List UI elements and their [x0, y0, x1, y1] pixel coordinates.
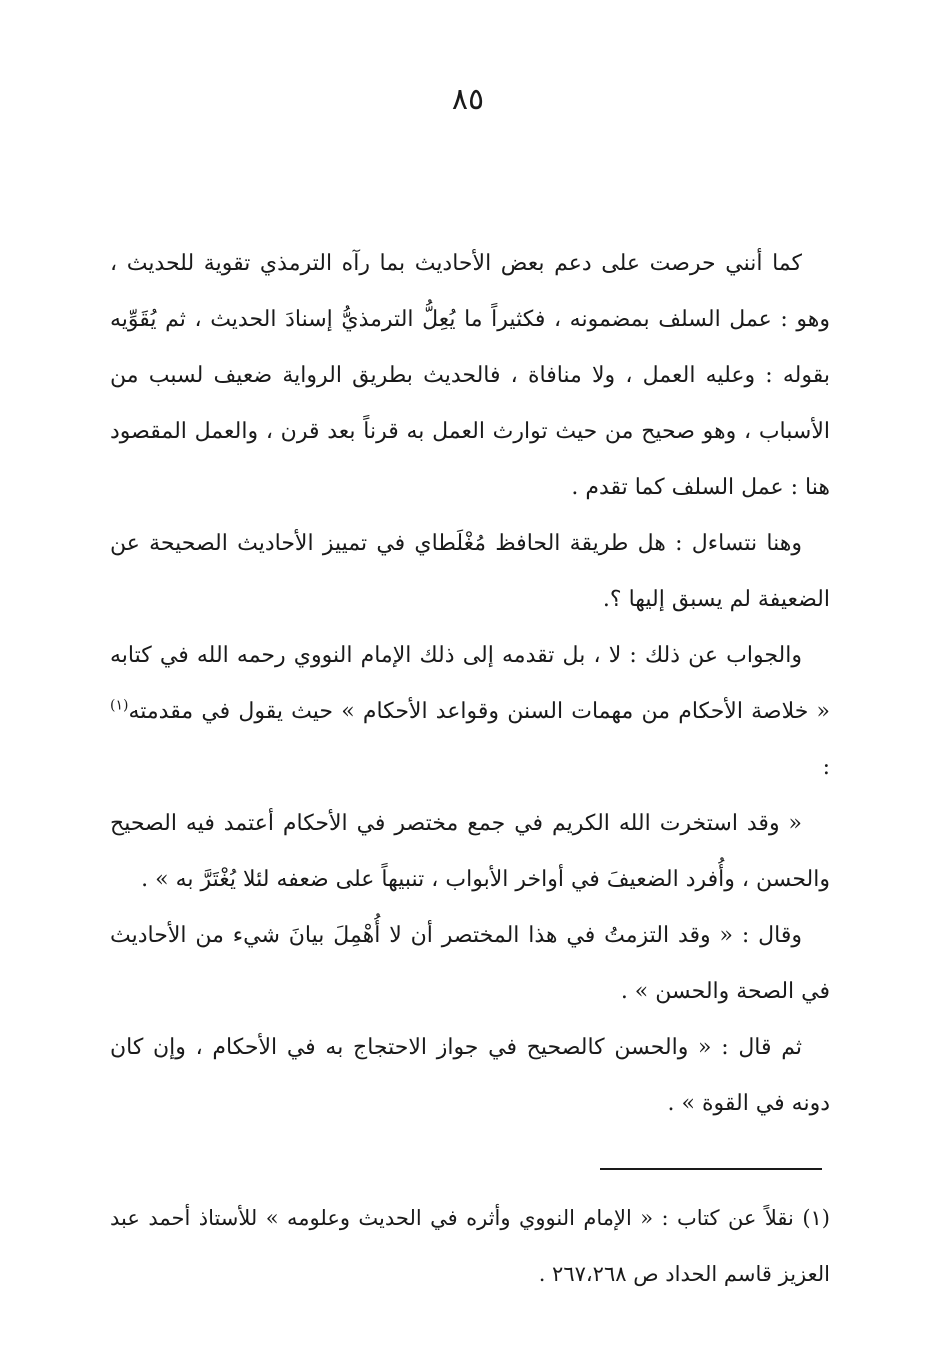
paragraph-3-text: والجواب عن ذلك : لا ، بل تقدمه إلى ذلك الإمام النووي رحمه الله في كتابه « خلاصة الأحكام من مهمات السنن وقواعد الأحكام » حيث يقول في مقدمته — [110, 643, 830, 724]
footnote-divider — [600, 1168, 822, 1170]
footnote — [110, 1190, 830, 1302]
quote-1: « وقد استخرت الله الكريم في جمع مختصر في الأحكام أعتمد فيه الصحيح والحسن ، وأُفرد الضعيفَ في أواخر الأبواب ، تنبيهاً على ضعفه لئلا يُغْتَرَّ به » . — [110, 811, 830, 892]
quote-2: وقال : « وقد التزمتُ في هذا المختصر أن لا أُهْمِلَ بيانَ شيء من الأحاديث في الصحة والحسن » . — [110, 923, 830, 1004]
paragraph-2: وهنا نتساءل : هل طريقة الحافظ مُغْلَطاي في تمييز الأحاديث الصحيحة عن الضعيفة لم يسبق إليها ؟. — [110, 531, 830, 612]
quote-3: ثم قال : « والحسن كالصحيح في جواز الاحتجاج به في الأحكام ، وإن كان دونه في القوة » . — [110, 1035, 830, 1116]
paragraph-3 — [110, 628, 830, 796]
page-number: ٨٥ — [451, 82, 485, 117]
footnote-reference: (١) — [110, 697, 129, 714]
body-text — [110, 236, 830, 1132]
paragraph-3-colon: : — [822, 755, 830, 780]
paragraph-1: كما أنني حرصت على دعم بعض الأحاديث بما رآه الترمذي تقوية للحديث ، وهو : عمل السلف بمضمونه ، فكثيراً ما يُعِلُّ الترمذيُّ إسنادَ الحديث ، ثم يُقَوِّيه بقوله : وعليه العمل ، ولا منافاة ، فالحديث بطريق الرواية ضعيف لسبب من الأسباب ، وهو صحيح من حيث توارث العمل به قرناً بعد قرن ، والعمل المقصود هنا : عمل السلف كما تقدم . — [110, 251, 830, 500]
footnote-text: (١) نقلاً عن كتاب : « الإمام النووي وأثره في الحديث وعلومه » للأستاذ أحمد عبد العزيز قاسم الحداد ص ٢٦٧،٢٦٨ . — [110, 1206, 830, 1286]
